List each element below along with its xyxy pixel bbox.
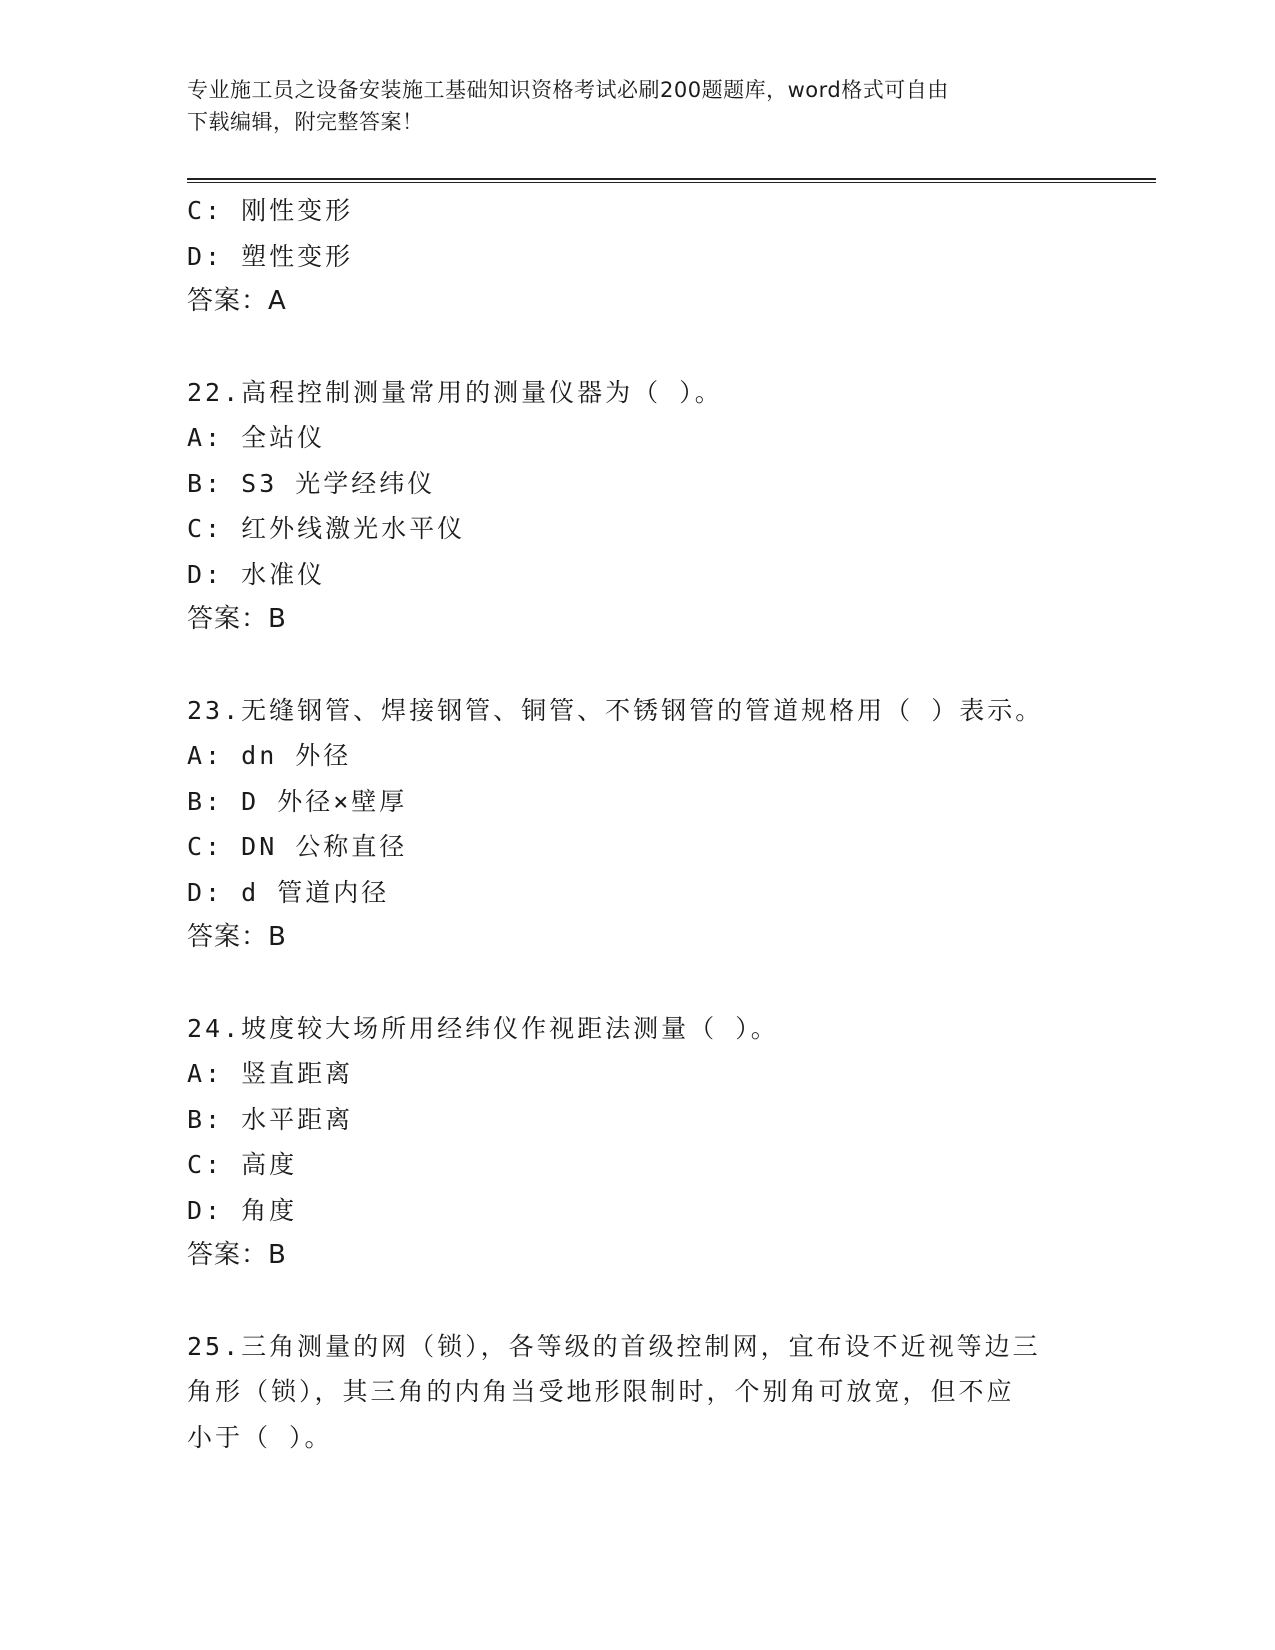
- question-stem: 24.坡度较大场所用经纬仪作视距法测量（ ）。: [187, 1013, 779, 1043]
- answer-label: 答案：B: [187, 1240, 287, 1270]
- question-21-continued: [187, 188, 1087, 325]
- question-23: [187, 688, 1087, 961]
- option-a: A: dn 外径: [187, 741, 352, 770]
- header-title-line-2: 下载编辑，附完整答案！: [187, 110, 424, 134]
- spacer: [187, 1279, 1087, 1324]
- question-25: [187, 1324, 1087, 1461]
- option-c: C: 红外线激光水平仪: [187, 514, 466, 543]
- answer-label: 答案：B: [187, 604, 287, 634]
- spacer: [187, 325, 1087, 370]
- option-a: A: 竖直距离: [187, 1059, 354, 1088]
- option-c: C: 高度: [187, 1150, 298, 1179]
- question-stem-line-1: 25.三角测量的网（锁），各等级的首级控制网，宜布设不近视等边三: [187, 1331, 1041, 1361]
- option-d: D: d 管道内径: [187, 877, 390, 907]
- option-b: B: 水平距离: [187, 1104, 354, 1134]
- spacer: [187, 961, 1087, 1006]
- document-header: [187, 74, 1067, 138]
- option-d: D: 角度: [187, 1195, 298, 1225]
- option-b: B: S3 光学经纬仪: [187, 468, 436, 498]
- option-d: D: 塑性变形: [187, 241, 354, 271]
- question-stem-line-3: 小于（ ）。: [187, 1422, 333, 1452]
- option-a: A: 全站仪: [187, 423, 326, 452]
- question-stem: 23.无缝钢管、焊接钢管、铜管、不锈钢管的管道规格用（ ）表示。: [187, 695, 1044, 725]
- spacer: [187, 643, 1087, 688]
- option-b: B: D 外径×壁厚: [187, 786, 408, 816]
- answer-label: 答案：B: [187, 922, 287, 952]
- question-22: [187, 370, 1087, 643]
- question-stem-line-2: 角形（锁），其三角的内角当受地形限制时，个别角可放宽，但不应: [187, 1377, 1015, 1406]
- option-c: C: DN 公称直径: [187, 832, 408, 861]
- header-title-line-1: 专业施工员之设备安装施工基础知识资格考试必刷200题题库，word格式可自由: [187, 78, 949, 102]
- option-c: C: 刚性变形: [187, 196, 354, 225]
- question-24: [187, 1006, 1087, 1279]
- option-d: D: 水准仪: [187, 559, 326, 589]
- question-stem: 22.高程控制测量常用的测量仪器为（ ）。: [187, 377, 723, 407]
- header-rule-thin: [187, 182, 1156, 183]
- answer-label: 答案：A: [187, 286, 287, 316]
- document-body: [187, 188, 1087, 1460]
- header-rule-thick: [187, 178, 1156, 180]
